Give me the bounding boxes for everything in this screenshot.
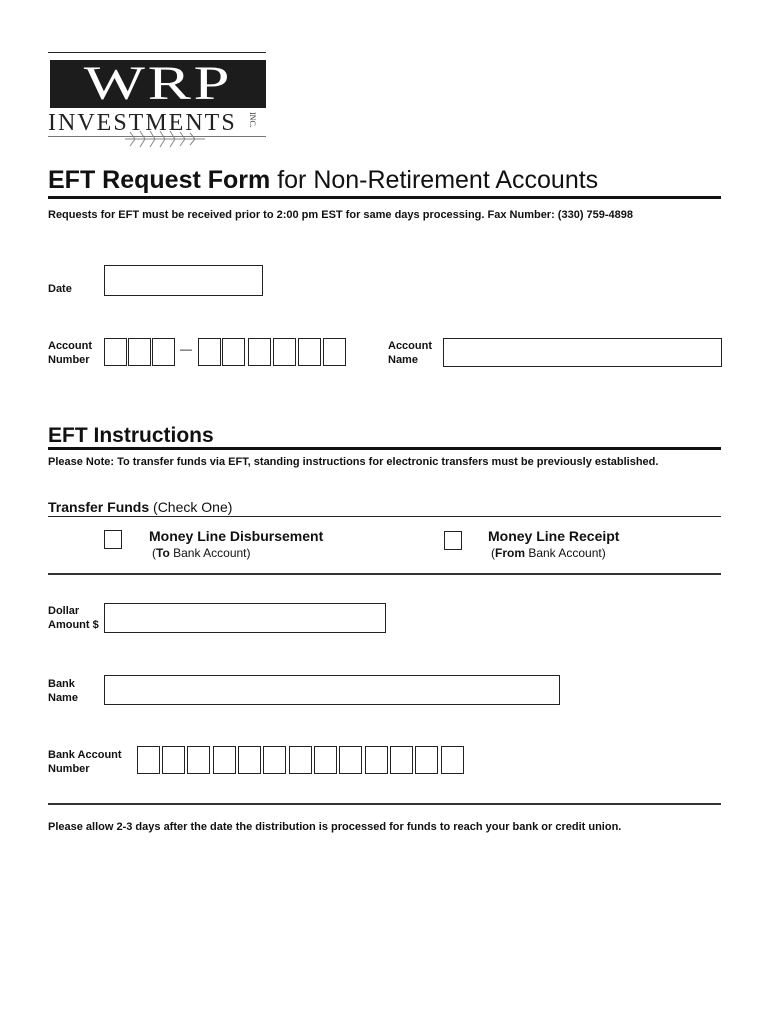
money-line-receipt-title: Money Line Receipt [488, 528, 620, 544]
bank-digit-cell[interactable] [187, 746, 210, 774]
bank-name-field[interactable] [104, 675, 560, 705]
account-number-field[interactable] [104, 338, 349, 368]
date-field[interactable] [104, 265, 263, 296]
bank-digit-cell[interactable] [213, 746, 236, 774]
money-line-disbursement-subtitle: (To Bank Account) [152, 546, 251, 560]
transfer-funds-heading: Transfer Funds (Check One) [48, 499, 233, 515]
bank-account-number-field[interactable] [137, 746, 467, 776]
account-digit-cell[interactable] [222, 338, 245, 366]
bank-digit-cell[interactable] [289, 746, 312, 774]
bank-digit-cell[interactable] [365, 746, 388, 774]
page-title: EFT Request Form for Non-Retirement Accounts [48, 166, 599, 194]
money-line-disbursement-checkbox[interactable] [104, 530, 122, 549]
processing-notice: Requests for EFT must be received prior to 2:00 pm EST for same days processing. Fax Number: (330) 759-4898 [48, 209, 634, 221]
logo-subtitle: INVESTMENTS [48, 110, 237, 136]
instructions-heading: EFT Instructions [48, 424, 214, 447]
title-divider [48, 196, 721, 199]
instructions-note: Please Note: To transfer funds via EFT, standing instructions for electronic transfers must be previously established. [48, 456, 659, 468]
account-name-field[interactable] [443, 338, 722, 367]
account-digit-cell[interactable] [104, 338, 127, 366]
bank-account-number-label: Bank Account Number [48, 749, 122, 775]
options-divider [48, 573, 721, 575]
bank-digit-cell[interactable] [314, 746, 337, 774]
money-line-receipt-subtitle: (From Bank Account) [491, 546, 606, 560]
account-digit-cell[interactable] [198, 338, 221, 366]
bank-digit-cell[interactable] [238, 746, 261, 774]
date-label: Date [48, 283, 72, 295]
bank-divider [48, 803, 721, 805]
logo-brand: WRP [83, 57, 233, 110]
account-digit-cell[interactable] [128, 338, 151, 366]
account-name-label: Account Name [388, 340, 432, 366]
logo-bottom-rule [48, 136, 266, 137]
bank-digit-cell[interactable] [339, 746, 362, 774]
bank-name-label: Bank Name [48, 678, 78, 704]
account-digit-cell[interactable] [323, 338, 346, 366]
logo-top-rule [48, 52, 266, 53]
wheat-logo-icon [120, 126, 210, 152]
account-digit-cell[interactable] [152, 338, 175, 366]
dollar-amount-label: Dollar Amount $ [48, 605, 99, 631]
bank-digit-cell[interactable] [137, 746, 160, 774]
bank-digit-cell[interactable] [390, 746, 413, 774]
footer-note: Please allow 2-3 days after the date the distribution is processed for funds to reach your bank or credit union. [48, 821, 622, 833]
money-line-disbursement-title: Money Line Disbursement [149, 528, 324, 544]
account-digit-cell[interactable] [298, 338, 321, 366]
account-number-label: Account Number [48, 340, 92, 366]
dollar-amount-field[interactable] [104, 603, 386, 633]
bank-digit-cell[interactable] [441, 746, 464, 774]
account-digit-cell[interactable] [273, 338, 296, 366]
bank-digit-cell[interactable] [263, 746, 286, 774]
logo-suffix: INC. [248, 112, 257, 128]
bank-digit-cell[interactable] [415, 746, 438, 774]
account-number-dash: — [180, 342, 192, 356]
money-line-receipt-checkbox[interactable] [444, 531, 462, 550]
bank-digit-cell[interactable] [162, 746, 185, 774]
transfer-divider [48, 516, 721, 517]
account-digit-cell[interactable] [248, 338, 271, 366]
instructions-divider [48, 447, 721, 450]
